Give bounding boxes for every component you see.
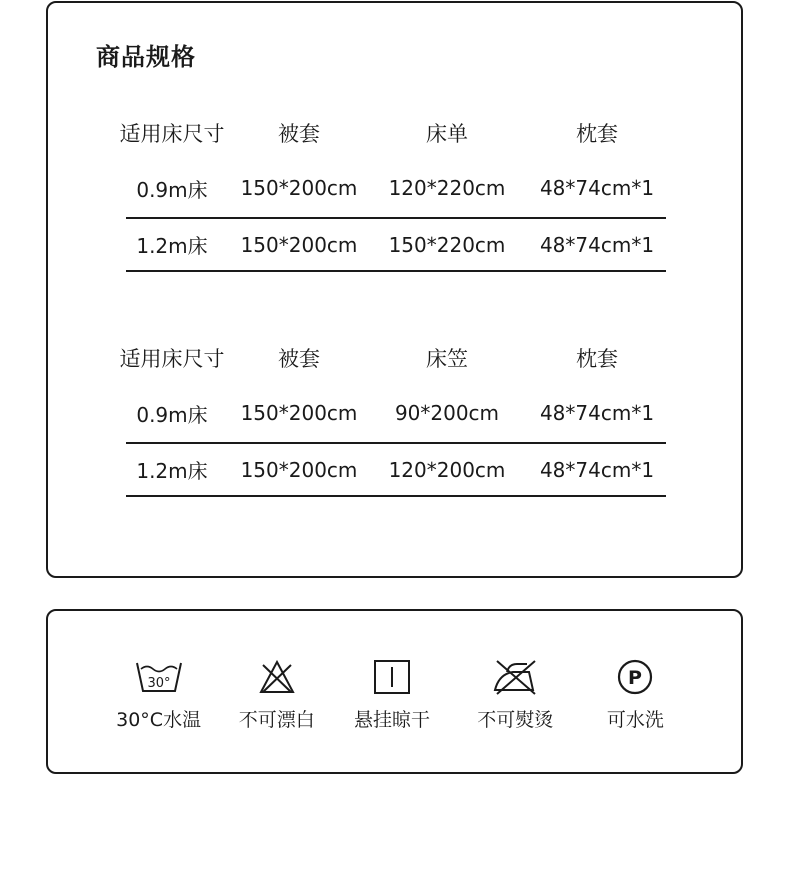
spec-title: 商品规格 [96, 43, 196, 71]
header-size: 适用床尺寸 [119, 122, 225, 146]
hang-dry-icon [364, 655, 420, 699]
wash-30-icon [131, 655, 187, 699]
cell-sheet: 150*220cm [388, 232, 506, 257]
spec-card [46, 1, 743, 578]
care-symbols [102, 655, 692, 732]
cell-sheet: 120*220cm [388, 176, 506, 200]
spec-table-1 [119, 107, 666, 272]
header-pillowcase: 枕套 [576, 347, 618, 371]
cell-size: 1.2m床 [136, 234, 208, 258]
cell-fitted-sheet: 120*200cm [388, 457, 506, 482]
cell-duvet: 150*200cm [240, 176, 358, 200]
table-row [126, 384, 666, 444]
table-row [126, 444, 666, 497]
header-duvet: 被套 [278, 347, 320, 371]
header-pillowcase: 枕套 [576, 122, 618, 146]
header-size: 适用床尺寸 [119, 347, 225, 371]
header-duvet: 被套 [278, 122, 320, 146]
dry-clean-letter: P [628, 667, 643, 689]
header-fitted-sheet: 床笠 [426, 347, 468, 371]
cell-size: 1.2m床 [136, 459, 208, 483]
cell-duvet: 150*200cm [240, 457, 358, 482]
care-item-wash-30 [102, 655, 215, 732]
cell-fitted-sheet: 90*200cm [394, 401, 500, 425]
cell-size: 0.9m床 [136, 402, 208, 427]
cell-pillowcase: 48*74cm*1 [539, 457, 655, 482]
table-header [119, 332, 666, 384]
cell-duvet: 150*200cm [240, 232, 358, 257]
no-iron-icon [487, 655, 543, 699]
care-card [46, 609, 743, 774]
dry-clean-p-icon [607, 655, 663, 699]
care-item-no-iron [459, 655, 572, 732]
no-bleach-icon [249, 655, 305, 699]
cell-pillowcase: 48*74cm*1 [539, 232, 655, 257]
care-label: 悬挂晾干 [354, 709, 431, 731]
cell-pillowcase: 48*74cm*1 [539, 401, 655, 425]
cell-duvet: 150*200cm [240, 401, 358, 425]
care-label: 不可漂白 [238, 709, 315, 731]
care-label: 30°C水温 [116, 709, 202, 731]
care-item-hang-dry [335, 655, 448, 732]
care-label: 不可熨烫 [477, 709, 554, 731]
header-sheet: 床单 [426, 122, 468, 146]
table-row [126, 219, 666, 272]
care-label: 可水洗 [606, 709, 664, 731]
spec-table-2 [119, 332, 666, 497]
table-header [119, 107, 666, 159]
care-item-dry-clean [579, 655, 692, 732]
cell-size: 0.9m床 [136, 177, 208, 202]
table-row [126, 159, 666, 219]
wash-temp-text: 30° [147, 676, 171, 691]
care-item-no-bleach [220, 655, 333, 732]
cell-pillowcase: 48*74cm*1 [539, 176, 655, 200]
